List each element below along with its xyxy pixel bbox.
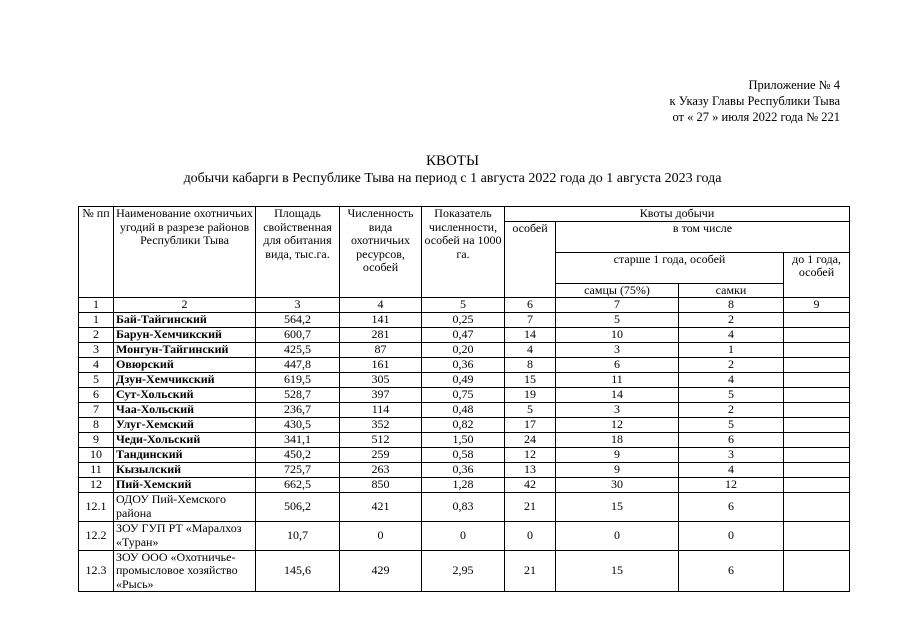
table-row <box>79 387 850 402</box>
document-heading <box>0 152 905 188</box>
header-name: Наименование охотничьих угодий в разрезе районов Республики Тыва <box>114 207 256 298</box>
quota-females: 6 <box>679 550 784 592</box>
column-number: 4 <box>340 298 422 313</box>
row-number: 6 <box>79 387 114 402</box>
quota-females: 4 <box>679 327 784 342</box>
indicator-value: 0,58 <box>422 447 505 462</box>
district-name: ОДОУ Пий-Хемского района <box>114 492 256 521</box>
quota-total: 14 <box>505 327 556 342</box>
quota-males: 30 <box>556 477 679 492</box>
table-row <box>79 462 850 477</box>
quota-total: 21 <box>505 492 556 521</box>
population-value: 305 <box>340 372 422 387</box>
population-value: 87 <box>340 342 422 357</box>
indicator-value: 1,28 <box>422 477 505 492</box>
area-value: 528,7 <box>256 387 340 402</box>
document-subtitle: добычи кабарги в Республике Тыва на период с 1 августа 2022 года до 1 августа 2023 года <box>183 171 722 186</box>
area-value: 506,2 <box>256 492 340 521</box>
row-number: 2 <box>79 327 114 342</box>
header-females: самки <box>679 283 784 298</box>
row-number: 10 <box>79 447 114 462</box>
quota-females: 3 <box>679 447 784 462</box>
table-row <box>79 357 850 372</box>
quota-total: 12 <box>505 447 556 462</box>
quota-females: 5 <box>679 417 784 432</box>
column-number: 3 <box>256 298 340 313</box>
district-name: Монгун-Тайгинский <box>114 342 256 357</box>
appendix-line: Приложение № 4 <box>748 78 840 92</box>
quota-males: 12 <box>556 417 679 432</box>
appendix-line: от « 27 » июля 2022 года № 221 <box>672 110 840 124</box>
row-number: 7 <box>79 402 114 417</box>
row-number: 9 <box>79 432 114 447</box>
quota-total: 5 <box>505 402 556 417</box>
indicator-value: 0,49 <box>422 372 505 387</box>
table-row <box>79 432 850 447</box>
population-value: 850 <box>340 477 422 492</box>
table-row <box>79 550 850 592</box>
header-older: старше 1 года, особей <box>556 252 784 283</box>
quota-males: 11 <box>556 372 679 387</box>
quota-young <box>784 462 850 477</box>
population-value: 512 <box>340 432 422 447</box>
indicator-value: 0,36 <box>422 462 505 477</box>
quota-young <box>784 550 850 592</box>
quota-young <box>784 342 850 357</box>
area-value: 145,6 <box>256 550 340 592</box>
header-total: особей <box>505 221 556 298</box>
table-row <box>79 447 850 462</box>
table-row <box>79 477 850 492</box>
population-value: 397 <box>340 387 422 402</box>
quota-young <box>784 447 850 462</box>
quota-total: 4 <box>505 342 556 357</box>
area-value: 725,7 <box>256 462 340 477</box>
population-value: 141 <box>340 312 422 327</box>
header-including: в том числе <box>556 221 850 252</box>
district-name: ЗОУ ГУП РТ «Маралхоз «Туран» <box>114 521 256 550</box>
population-value: 263 <box>340 462 422 477</box>
quota-young <box>784 357 850 372</box>
quota-young <box>784 312 850 327</box>
table-row <box>79 372 850 387</box>
quota-total: 42 <box>505 477 556 492</box>
quota-males: 15 <box>556 492 679 521</box>
area-value: 600,7 <box>256 327 340 342</box>
indicator-value: 0,75 <box>422 387 505 402</box>
column-number: 9 <box>784 298 850 313</box>
indicator-value: 0,83 <box>422 492 505 521</box>
quota-males: 3 <box>556 402 679 417</box>
area-value: 425,5 <box>256 342 340 357</box>
indicator-value: 0,25 <box>422 312 505 327</box>
quota-total: 19 <box>505 387 556 402</box>
column-number: 6 <box>505 298 556 313</box>
quota-young <box>784 477 850 492</box>
quota-females: 2 <box>679 312 784 327</box>
district-name: Сут-Хольский <box>114 387 256 402</box>
population-value: 281 <box>340 327 422 342</box>
row-number: 12 <box>79 477 114 492</box>
table-row <box>79 521 850 550</box>
row-number: 3 <box>79 342 114 357</box>
indicator-value: 0,48 <box>422 402 505 417</box>
column-number-row <box>79 298 850 313</box>
district-name: Пий-Хемский <box>114 477 256 492</box>
column-number: 7 <box>556 298 679 313</box>
indicator-value: 0,20 <box>422 342 505 357</box>
area-value: 236,7 <box>256 402 340 417</box>
quota-young <box>784 432 850 447</box>
header-num: № пп <box>79 207 114 298</box>
row-number: 12.3 <box>79 550 114 592</box>
district-name: Барун-Хемчикский <box>114 327 256 342</box>
quota-males: 15 <box>556 550 679 592</box>
quota-young <box>784 327 850 342</box>
population-value: 114 <box>340 402 422 417</box>
area-value: 447,8 <box>256 357 340 372</box>
area-value: 450,2 <box>256 447 340 462</box>
population-value: 352 <box>340 417 422 432</box>
row-number: 8 <box>79 417 114 432</box>
indicator-value: 0,47 <box>422 327 505 342</box>
quota-males: 18 <box>556 432 679 447</box>
row-number: 12.1 <box>79 492 114 521</box>
area-value: 662,5 <box>256 477 340 492</box>
population-value: 421 <box>340 492 422 521</box>
quota-young <box>784 402 850 417</box>
district-name: Кызылский <box>114 462 256 477</box>
quota-males: 0 <box>556 521 679 550</box>
column-number: 1 <box>79 298 114 313</box>
header-quota: Квоты добычи <box>505 207 850 222</box>
table-row <box>79 492 850 521</box>
quota-males: 14 <box>556 387 679 402</box>
district-name: Чеди-Хольский <box>114 432 256 447</box>
quota-females: 6 <box>679 492 784 521</box>
area-value: 10,7 <box>256 521 340 550</box>
area-value: 341,1 <box>256 432 340 447</box>
district-name: Чаа-Хольский <box>114 402 256 417</box>
district-name: Бай-Тайгинский <box>114 312 256 327</box>
indicator-value: 1,50 <box>422 432 505 447</box>
header-males: самцы (75%) <box>556 283 679 298</box>
quota-table <box>78 206 850 592</box>
quota-females: 4 <box>679 462 784 477</box>
quota-males: 6 <box>556 357 679 372</box>
row-number: 1 <box>79 312 114 327</box>
appendix-block <box>670 77 840 125</box>
table-row <box>79 342 850 357</box>
row-number: 12.2 <box>79 521 114 550</box>
quota-young <box>784 492 850 521</box>
population-value: 429 <box>340 550 422 592</box>
district-name: ЗОУ ООО «Охотничье-промысловое хозяйство «Рысь» <box>114 550 256 592</box>
indicator-value: 2,95 <box>422 550 505 592</box>
header-area: Площадь свойственная для обитания вида, тыс.га. <box>256 207 340 298</box>
document-title: КВОТЫ <box>425 153 480 169</box>
row-number: 11 <box>79 462 114 477</box>
quota-females: 4 <box>679 372 784 387</box>
quota-total: 7 <box>505 312 556 327</box>
district-name: Овюрский <box>114 357 256 372</box>
quota-females: 5 <box>679 387 784 402</box>
quota-males: 3 <box>556 342 679 357</box>
area-value: 619,5 <box>256 372 340 387</box>
row-number: 4 <box>79 357 114 372</box>
quota-total: 13 <box>505 462 556 477</box>
district-name: Улуг-Хемский <box>114 417 256 432</box>
quota-total: 21 <box>505 550 556 592</box>
quota-total: 17 <box>505 417 556 432</box>
quota-females: 0 <box>679 521 784 550</box>
area-value: 430,5 <box>256 417 340 432</box>
header-population: Численность вида охотничьих ресурсов, особей <box>340 207 422 298</box>
quota-females: 12 <box>679 477 784 492</box>
header-young: до 1 года, особей <box>784 252 850 298</box>
quota-males: 9 <box>556 462 679 477</box>
district-name: Дзун-Хемчикский <box>114 372 256 387</box>
quota-young <box>784 387 850 402</box>
area-value: 564,2 <box>256 312 340 327</box>
quota-young <box>784 417 850 432</box>
quota-males: 10 <box>556 327 679 342</box>
header-row <box>79 207 850 222</box>
indicator-value: 0,82 <box>422 417 505 432</box>
table-row <box>79 417 850 432</box>
population-value: 259 <box>340 447 422 462</box>
column-number: 5 <box>422 298 505 313</box>
population-value: 0 <box>340 521 422 550</box>
quota-total: 8 <box>505 357 556 372</box>
column-number: 2 <box>114 298 256 313</box>
quota-total: 15 <box>505 372 556 387</box>
quota-females: 2 <box>679 402 784 417</box>
quota-total: 24 <box>505 432 556 447</box>
row-number: 5 <box>79 372 114 387</box>
quota-females: 6 <box>679 432 784 447</box>
quota-total: 0 <box>505 521 556 550</box>
table-row <box>79 402 850 417</box>
column-number: 8 <box>679 298 784 313</box>
population-value: 161 <box>340 357 422 372</box>
table-row <box>79 327 850 342</box>
quota-males: 9 <box>556 447 679 462</box>
quota-males: 5 <box>556 312 679 327</box>
appendix-line: к Указу Главы Республики Тыва <box>669 94 840 108</box>
quota-females: 1 <box>679 342 784 357</box>
quota-females: 2 <box>679 357 784 372</box>
quota-young <box>784 372 850 387</box>
quota-young <box>784 521 850 550</box>
header-indicator: Показатель численности, особей на 1000 га. <box>422 207 505 298</box>
indicator-value: 0,36 <box>422 357 505 372</box>
district-name: Тандинский <box>114 447 256 462</box>
indicator-value: 0 <box>422 521 505 550</box>
table-row <box>79 312 850 327</box>
